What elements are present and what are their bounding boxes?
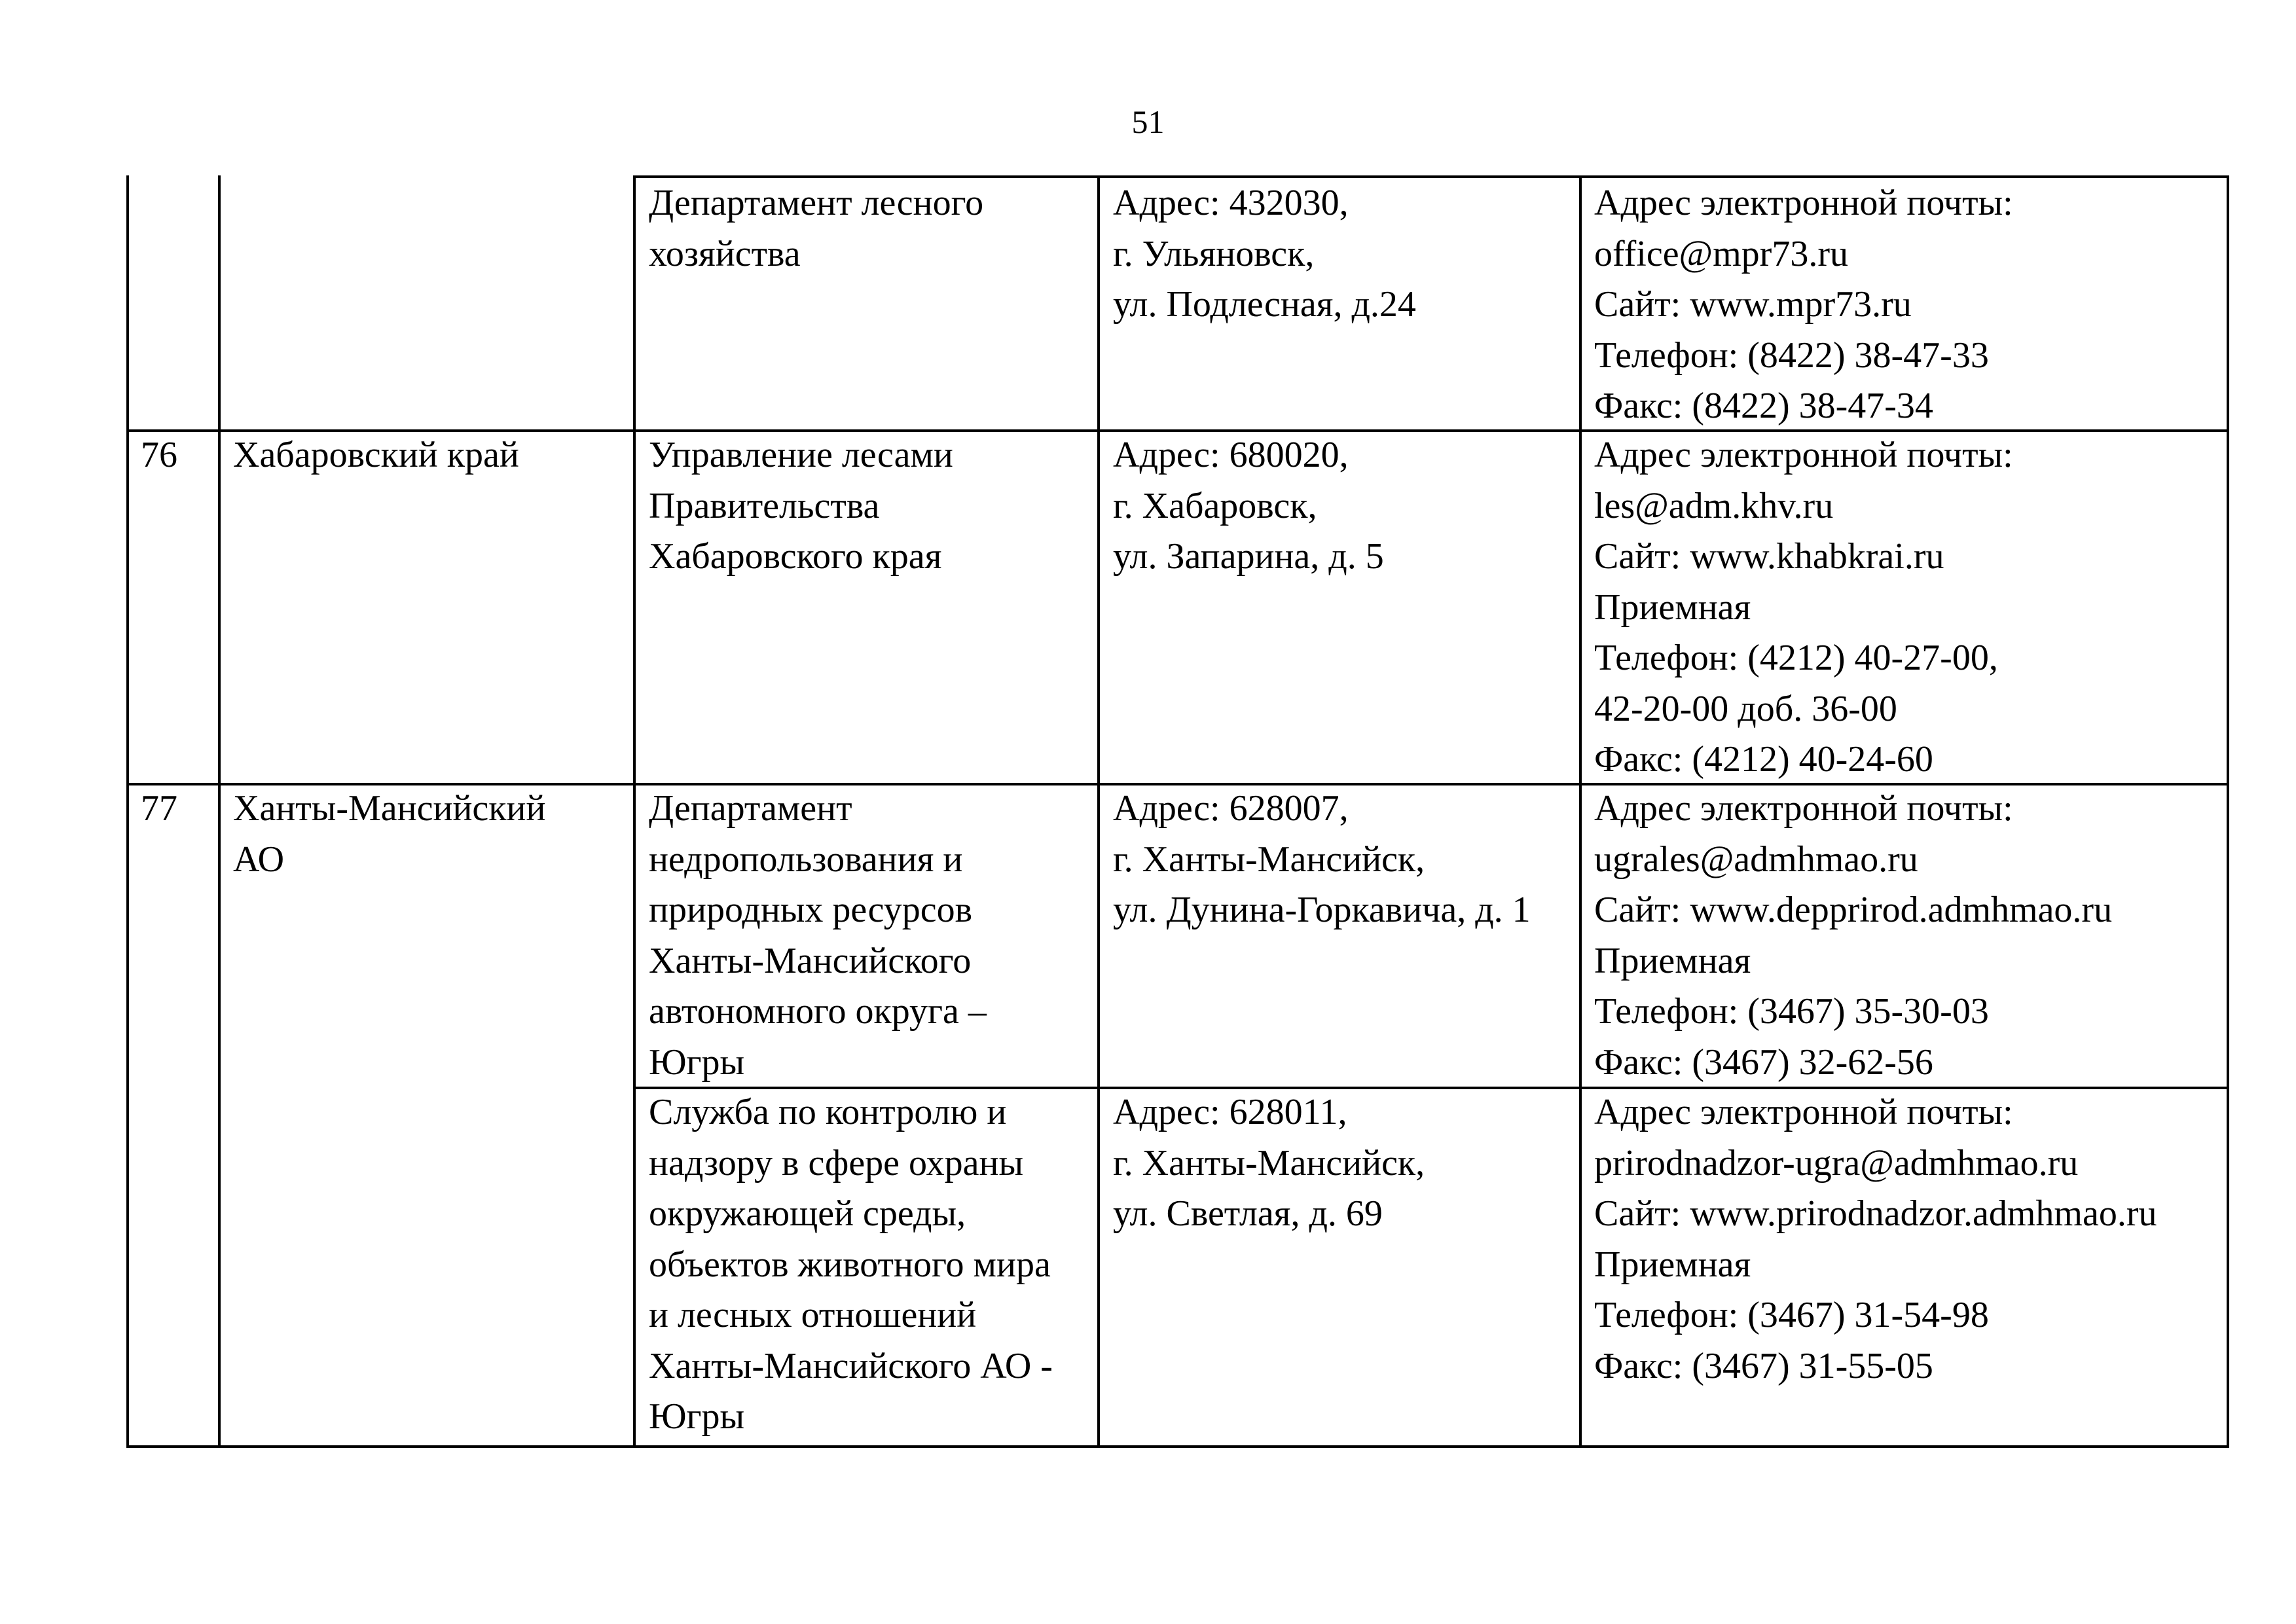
address-line: г. Ульяновск, — [1113, 233, 1315, 274]
org-name-line: Ханты-Мансийского — [649, 940, 972, 981]
org-name-line: Югры — [649, 1041, 745, 1083]
table-border-bottom — [126, 1445, 2229, 1448]
row-number: 76 — [141, 435, 177, 475]
contact-line: Факс: (4212) 40-24-60 — [1594, 739, 1933, 780]
address-cell — [1113, 430, 1384, 583]
column-divider-organization — [1097, 175, 1100, 1448]
contact-line: Факс: (3467) 31-55-05 — [1594, 1345, 1933, 1386]
org-name-line: Департамент — [649, 788, 852, 829]
contact-line: Телефон: (3467) 35-30-03 — [1594, 991, 1989, 1032]
org-name-line: надзору в сфере охраны — [649, 1142, 1024, 1183]
address-line: г. Ханты-Мансийск, — [1113, 1142, 1425, 1183]
contact-line: prirodnadzor-ugra@admhmao.ru — [1594, 1142, 2079, 1183]
contact-line: Сайт: www.depprirod.admhmao.ru — [1594, 890, 2113, 930]
address-line: ул. Запарина, д. 5 — [1113, 536, 1384, 577]
address-line: ул. Подлесная, д.24 — [1113, 284, 1416, 325]
row-number: 77 — [141, 788, 177, 829]
column-divider-num — [218, 175, 221, 1448]
address-cell — [1113, 1087, 1425, 1240]
region-cell — [233, 430, 519, 481]
contact-line: Приемная — [1594, 940, 1751, 981]
table-border-right — [2227, 175, 2229, 1448]
org-name-cell — [649, 178, 983, 280]
contact-line: Адрес электронной почты: — [1594, 435, 2013, 475]
contact-line: Факс: (8422) 38-47-34 — [1594, 386, 1933, 426]
address-line: г. Хабаровск, — [1113, 485, 1317, 526]
column-divider-address — [1579, 175, 1582, 1448]
contact-line: ugrales@admhmao.ru — [1594, 839, 1918, 880]
contact-line: Сайт: www.prirodnadzor.admhmao.ru — [1594, 1193, 2157, 1234]
contact-line: 42-20-00 доб. 36-00 — [1594, 688, 1897, 729]
region-cell — [233, 784, 545, 885]
address-line: ул. Дунина-Горкавича, д. 1 — [1113, 890, 1531, 930]
contact-line: Телефон: (4212) 40-27-00, — [1594, 638, 1998, 678]
org-name-cell — [649, 1087, 1053, 1443]
table-border-left — [126, 175, 129, 1448]
contact-line: Адрес электронной почты: — [1594, 183, 2013, 223]
org-name-line: Хабаровского края — [649, 536, 942, 577]
org-name-line: автономного округа – — [649, 991, 987, 1032]
org-name-line: Югры — [649, 1396, 745, 1437]
address-line: Адрес: 628011, — [1113, 1092, 1347, 1132]
page-number: 51 — [1131, 103, 1165, 140]
contact-line: Факс: (3467) 32-62-56 — [1594, 1041, 1933, 1083]
address-line: Адрес: 628007, — [1113, 788, 1349, 829]
region-line: Ханты-Мансийский — [233, 788, 546, 829]
address-line: г. Ханты-Мансийск, — [1113, 839, 1425, 880]
contacts-cell — [1594, 1087, 2157, 1392]
contact-line: Телефон: (8422) 38-47-33 — [1594, 334, 1989, 376]
contacts-cell — [1594, 430, 2013, 785]
org-name-line: и лесных отношений — [649, 1295, 977, 1335]
contact-line: Адрес электронной почты: — [1594, 788, 2013, 829]
row-number-cell — [141, 784, 177, 835]
org-name-line: природных ресурсов — [649, 890, 973, 930]
region-line: АО — [233, 839, 285, 880]
contact-line: Приемная — [1594, 586, 1751, 628]
address-cell — [1113, 178, 1416, 331]
contact-line: Сайт: www.khabkrai.ru — [1594, 536, 1944, 577]
org-name-line: недропользования и — [649, 839, 963, 880]
org-name-cell — [649, 784, 987, 1088]
address-line: ул. Светлая, д. 69 — [1113, 1193, 1383, 1234]
row-number-cell — [141, 430, 177, 481]
org-name-line: Служба по контролю и — [649, 1092, 1007, 1132]
org-name-cell — [649, 430, 953, 583]
contact-line: Сайт: www.mpr73.ru — [1594, 284, 1912, 325]
org-name-line: Ханты-Мансийского АО - — [649, 1345, 1053, 1386]
org-name-line: Департамент лесного — [649, 183, 984, 223]
region-line: Хабаровский край — [233, 435, 519, 475]
contact-line: office@mpr73.ru — [1594, 233, 1848, 274]
org-name-line: Управление лесами — [649, 435, 953, 475]
contact-line: Адрес электронной почты: — [1594, 1092, 2013, 1132]
address-line: Адрес: 432030, — [1113, 183, 1349, 223]
contact-line: les@adm.khv.ru — [1594, 485, 1834, 526]
org-name-line: объектов животного мира — [649, 1244, 1051, 1285]
address-cell — [1113, 784, 1531, 936]
contacts-cell — [1594, 178, 2013, 432]
contacts-cell — [1594, 784, 2112, 1088]
organizations-table — [126, 175, 2229, 1448]
contact-line: Телефон: (3467) 31-54-98 — [1594, 1295, 1989, 1335]
column-divider-region — [633, 175, 636, 1448]
org-name-line: окружающей среды, — [649, 1193, 966, 1234]
address-line: Адрес: 680020, — [1113, 435, 1349, 475]
org-name-line: Правительства — [649, 485, 880, 526]
contact-line: Приемная — [1594, 1244, 1751, 1285]
org-name-line: хозяйства — [649, 233, 801, 274]
